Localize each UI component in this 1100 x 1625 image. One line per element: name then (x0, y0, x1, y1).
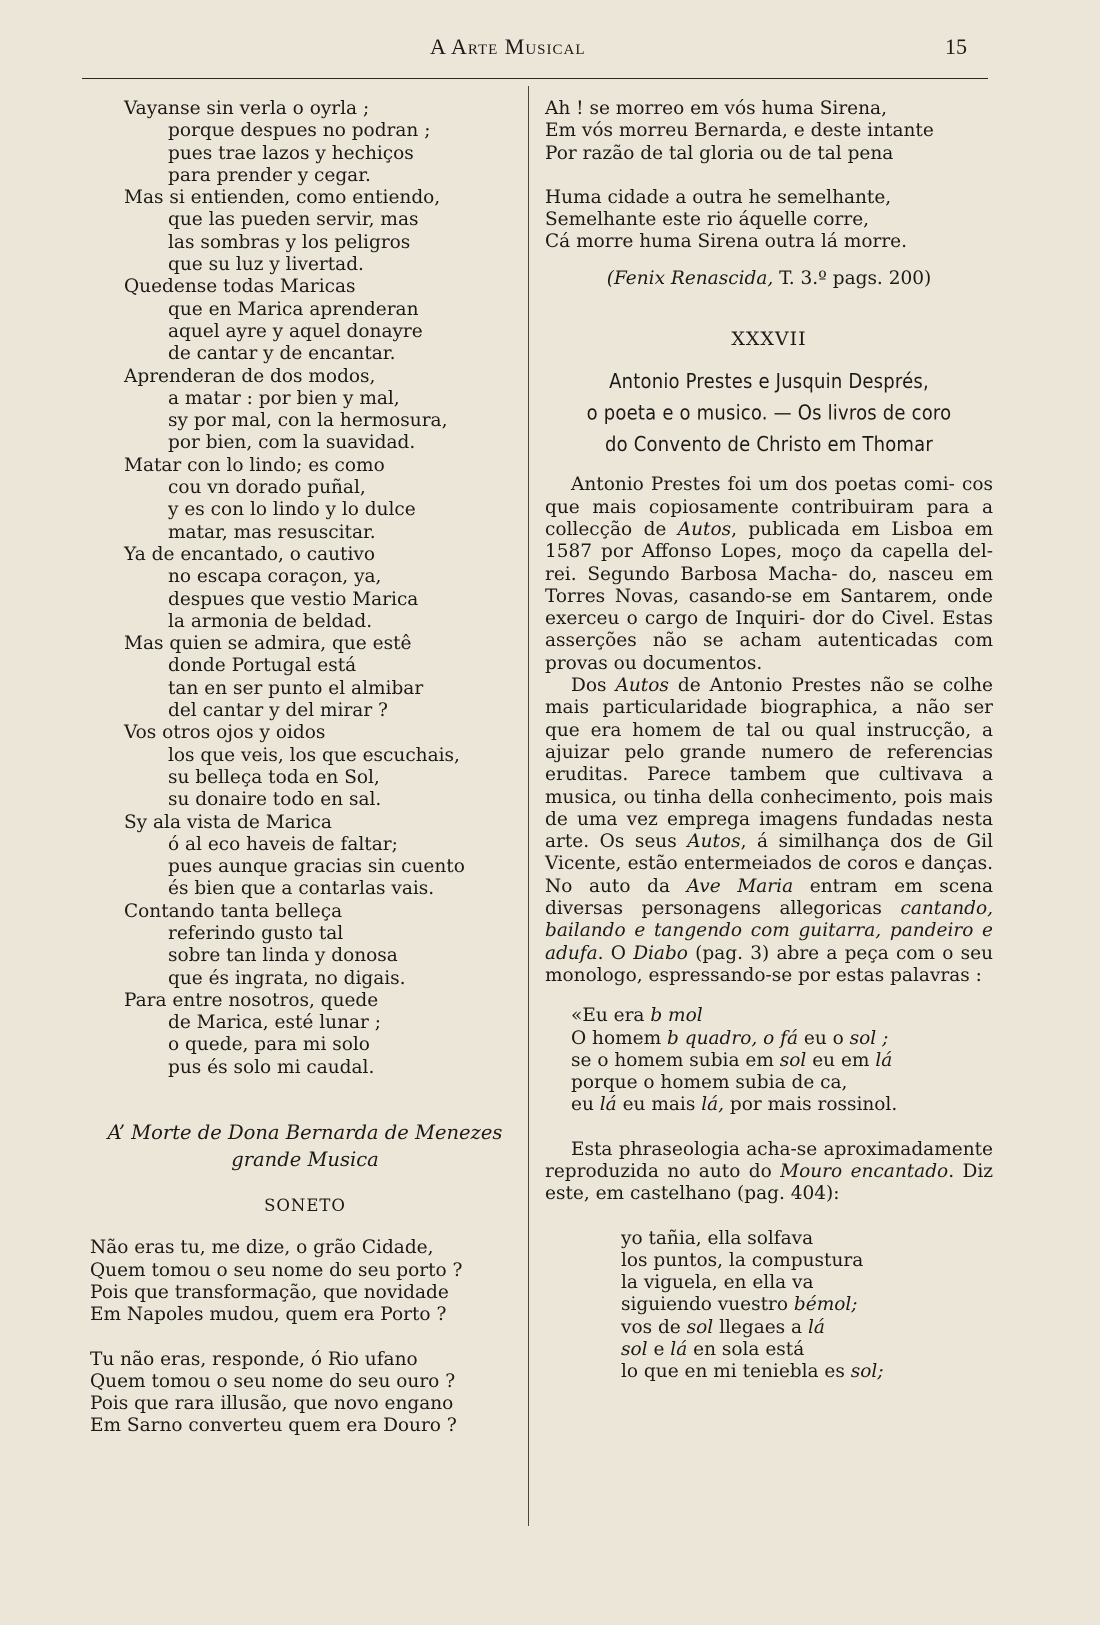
text-run: de Antonio Prestes não se colhe mais particularidade biographica, a não ser que era homem de tal ou qual instrucção, a ajuizar pelo grande numero de referencias eruditas. Parece tambem que cultivava a musica, ou tinha della conhecimento, pois mais de uma vez emprega imagens fundadas nesta arte. Os seus (545, 675, 993, 853)
paragraph-3 (545, 1139, 993, 1206)
citation-pages: T. 3.º pags. 200) (773, 267, 932, 289)
quote-segment: los puntos, la compustura (621, 1249, 864, 1271)
paragraph-2 (545, 675, 993, 987)
verse-line: Pois que transformação, que novidade (90, 1281, 449, 1303)
verse-line: Cá morre huma Sirena outra lá morre. (545, 231, 908, 253)
spanish-poem (90, 98, 520, 1079)
text-run: dor do Civel. Estas asserções não se acham (545, 608, 993, 652)
text-run: . Diz este, em castelhano (pag. 404): (545, 1160, 993, 1205)
quote-segment: eu em (806, 1049, 876, 1071)
poem-line: de cantar y de encantar. (168, 343, 396, 365)
quote-segment: lá (599, 1094, 617, 1116)
quote-segment: eu o (798, 1027, 850, 1049)
poem-line: su donaire todo en sal. (168, 789, 382, 811)
quote-segment: siguiendo vuestro (621, 1294, 794, 1316)
verse-line: Quem tomou o seu nome do seu ouro ? (90, 1370, 456, 1392)
text-run: Santarem, onde exerceu o cargo de Inquiri- (545, 585, 993, 630)
mouro-encantado-quotation (545, 1228, 993, 1384)
poem-line: que és ingrata, no digais. (168, 967, 406, 989)
text-run: Antonio Prestes foi um dos poetas comi- (571, 474, 955, 496)
paragraph-1 (545, 474, 993, 675)
quote-segment: sol (779, 1049, 807, 1071)
poem-line: y es con lo lindo y lo dulce (168, 499, 416, 521)
quote-segment: lo que en mi teniebla es (621, 1361, 851, 1383)
poem-line: para prender y cegar. (168, 164, 371, 186)
poem-line: sobre tan linda y donosa (168, 945, 398, 967)
poem-line: donde Portugal está (168, 655, 357, 677)
quote-segment: sol; (850, 1361, 884, 1383)
poem-line: que su luz y livertad. (168, 254, 364, 276)
quote-segment: sol (621, 1339, 648, 1361)
verse-line: Quem tomou o seu nome do seu porto ? (90, 1259, 463, 1281)
poem-line: ó al eco haveis de faltar; (168, 833, 398, 855)
heading-line-3: do Convento de Christo em Thomar (605, 433, 933, 457)
text-run-italic: Autos (687, 831, 741, 853)
poem-line: despues que vestio Marica (168, 588, 419, 610)
text-run-italic: cantando, bailando e tangendo com guitarra, pandeiro e adufa (545, 898, 993, 964)
text-run-italic: Ave Maria (686, 875, 794, 897)
quote-segment: b quadro, o fá (667, 1027, 799, 1049)
poem-line: Contando tanta belleça (124, 900, 343, 922)
quote-line (571, 1028, 993, 1050)
quote-line (571, 1050, 993, 1072)
quote-line (571, 1072, 993, 1094)
article-heading (545, 367, 993, 461)
soneto-title (90, 1119, 520, 1173)
poem-line: Quedense todas Maricas (124, 276, 356, 298)
quote-segment: b mol (650, 1005, 703, 1027)
verse-line: Em vós morreu Bernarda, e deste intante (545, 120, 934, 142)
poem-line: cou vn dorado puñal, (168, 477, 366, 499)
soneto-title-line-1: A’ Morte de Dona Bernarda de Menezes (107, 1121, 503, 1145)
quote-line (621, 1272, 993, 1294)
text-run: autenticadas com provas ou documentos. (545, 630, 993, 674)
soneto-stanza-3 (545, 98, 993, 165)
page-number: 15 (945, 34, 967, 59)
verse-line: Huma cidade a outra he semelhante, (545, 186, 892, 208)
citation-source: (Fenix Renascida, (606, 267, 774, 289)
soneto-label: SONETO (264, 1196, 346, 1216)
section-number: XXXVII (731, 328, 807, 351)
poem-line: del cantar y del mirar ? (168, 700, 388, 722)
poem-line: de Marica, esté lunar ; (168, 1012, 381, 1034)
text-run: , publicada em (731, 518, 880, 540)
poem-line: las sombras y los peligros (168, 231, 411, 253)
poem-line: que las pueden servir, mas (168, 209, 419, 231)
quote-segment: porque o homem subia de ca, (571, 1072, 848, 1094)
text-run: Esta phraseologia acha-se aproximadamente reproduzida no auto do (545, 1138, 993, 1182)
poem-line: Mas quien se admira, que estê (124, 633, 412, 655)
quote-segment: se o homem subia em (571, 1049, 780, 1071)
quote-segment: «Eu era (571, 1005, 651, 1027)
running-title: A Arte Musical (430, 34, 586, 59)
quote-segment: yo tañia, ella solfava (621, 1227, 814, 1249)
poem-line: referindo gusto tal (168, 922, 344, 944)
text-run-italic: Autos (677, 518, 732, 540)
text-run: Lisboa em 1587 por Affonso Lopes, moço (545, 518, 993, 563)
verse-line: Por razão de tal gloria ou de tal pena (545, 142, 894, 164)
quote-line (571, 1005, 993, 1027)
quote-segment: O homem (571, 1027, 668, 1049)
heading-line-2: o poeta e o musico. — Os livros de coro (586, 402, 952, 426)
text-run: . O (597, 942, 634, 964)
quote-segment: lá (670, 1339, 688, 1361)
quote-segment: llegaes a (713, 1316, 808, 1338)
poem-line: aquel ayre y aquel donayre (168, 320, 423, 342)
poem-line: Sy ala vista de Marica (124, 811, 332, 833)
poem-line: que en Marica aprenderan (168, 298, 419, 320)
right-column (545, 98, 993, 1384)
poem-line: pues trae lazos y hechiços (168, 142, 414, 164)
text-run: da capella del-rei. Segundo Barbosa Macha- (545, 541, 994, 585)
verse-line: Em Napoles mudou, quem era Porto ? (90, 1304, 447, 1326)
poem-line: los que veis, los que escuchais, (168, 744, 460, 766)
poem-line: Para entre nosotros, quede (124, 989, 379, 1011)
quote-segment: en sola está (687, 1339, 805, 1361)
text-run: para a collecção de (545, 496, 993, 540)
quote-line (621, 1250, 993, 1272)
poem-line: és bien que a contarlas vais. (168, 878, 435, 900)
running-head (0, 34, 1100, 64)
text-run-italic: Autos (615, 675, 669, 697)
quote-segment: bémol; (793, 1294, 858, 1316)
quote-segment: lá (875, 1049, 893, 1071)
poem-line: matar, mas resuscitar. (168, 521, 376, 543)
soneto-stanza-4 (545, 187, 993, 254)
heading-line-1: Antonio Prestes e Jusquin Després, (609, 370, 929, 395)
soneto-stanza-2 (90, 1349, 520, 1438)
quote-segment: sol (686, 1316, 714, 1338)
quote-segment: lá, (701, 1094, 725, 1116)
soneto-title-line-2: grande Musica (231, 1148, 379, 1172)
quote-segment: sol ; (849, 1027, 889, 1049)
quote-segment: la viguela, en ella va (621, 1272, 814, 1294)
quote-segment: lá (807, 1316, 825, 1338)
verse-line: Em Sarno converteu quem era Douro ? (90, 1415, 457, 1437)
poem-line: Vos otros ojos y oidos (124, 722, 326, 744)
poem-line: Aprenderan de dos modos, (124, 365, 376, 387)
text-run: (pag. 3) abre a peça com o seu monologo, espressando-se por estas palavras : (545, 942, 993, 986)
text-run: do, nasceu em Torres Novas, casando-se em (545, 563, 993, 607)
poem-line: tan en ser punto el almibar (168, 677, 424, 699)
quote-line (621, 1361, 993, 1383)
text-run: Dos (571, 675, 616, 697)
verse-line: Tu não eras, responde, ó Rio ufano (90, 1348, 418, 1370)
column-divider (528, 86, 529, 1526)
poem-line: la armonia de beldad. (168, 610, 373, 632)
poem-line: Ya de encantado, o cautivo (124, 543, 375, 565)
poem-line: porque despues no podran ; (168, 120, 431, 142)
poem-line: o quede, para mi solo (168, 1034, 370, 1056)
quote-line (621, 1317, 993, 1339)
poem-line: Matar con lo lindo; es como (124, 454, 385, 476)
prestes-quotation (545, 1005, 993, 1116)
quote-line (571, 1094, 993, 1116)
verse-line: Não eras tu, me dize, o grão Cidade, (90, 1237, 434, 1259)
quote-line (621, 1339, 993, 1361)
text-run: , á similhança dos de Gil Vicente, estão entermeiados de coros e danças. No auto da (545, 831, 993, 897)
quote-line (621, 1228, 993, 1250)
quote-line (621, 1294, 993, 1316)
quote-segment: por mais rossinol. (724, 1094, 898, 1116)
poem-line: a matar : por bien y mal, (168, 387, 400, 409)
poem-line: pus és solo mi caudal. (168, 1056, 375, 1078)
text-run-italic: Diabo (633, 942, 688, 964)
poem-line: Vayanse sin verla o oyrla ; (124, 98, 370, 119)
quote-segment: eu mais (616, 1094, 702, 1116)
quote-segment: vos de (621, 1316, 687, 1338)
header-rule (82, 78, 988, 79)
quote-segment: eu (571, 1094, 600, 1116)
text-run: cos que mais copiosamente contribuiram (545, 474, 993, 518)
left-column (90, 98, 520, 1460)
poem-line: su belleça toda en Sol, (168, 766, 380, 788)
verse-line: Pois que rara illusão, que novo engano (90, 1393, 454, 1415)
citation (545, 268, 993, 290)
poem-line: por bien, com la suavidad. (168, 432, 416, 454)
verse-line: Ah ! se morreo em vós huma Sirena, (545, 98, 887, 119)
quote-segment: e (647, 1339, 671, 1361)
poem-line: Mas si entienden, como entiendo, (124, 187, 441, 209)
text-run: entram em scena diversas personagens allegoricas (545, 875, 994, 920)
soneto-stanza-1 (90, 1237, 520, 1326)
verse-line: Semelhante este rio áquelle corre, (545, 209, 870, 231)
text-run-italic: Mouro encantado (780, 1160, 949, 1182)
poem-line: sy por mal, con la hermosura, (168, 410, 448, 432)
poem-line: pues aunque gracias sin cuento (168, 856, 465, 878)
poem-line: no escapa coraçon, ya, (168, 566, 382, 588)
